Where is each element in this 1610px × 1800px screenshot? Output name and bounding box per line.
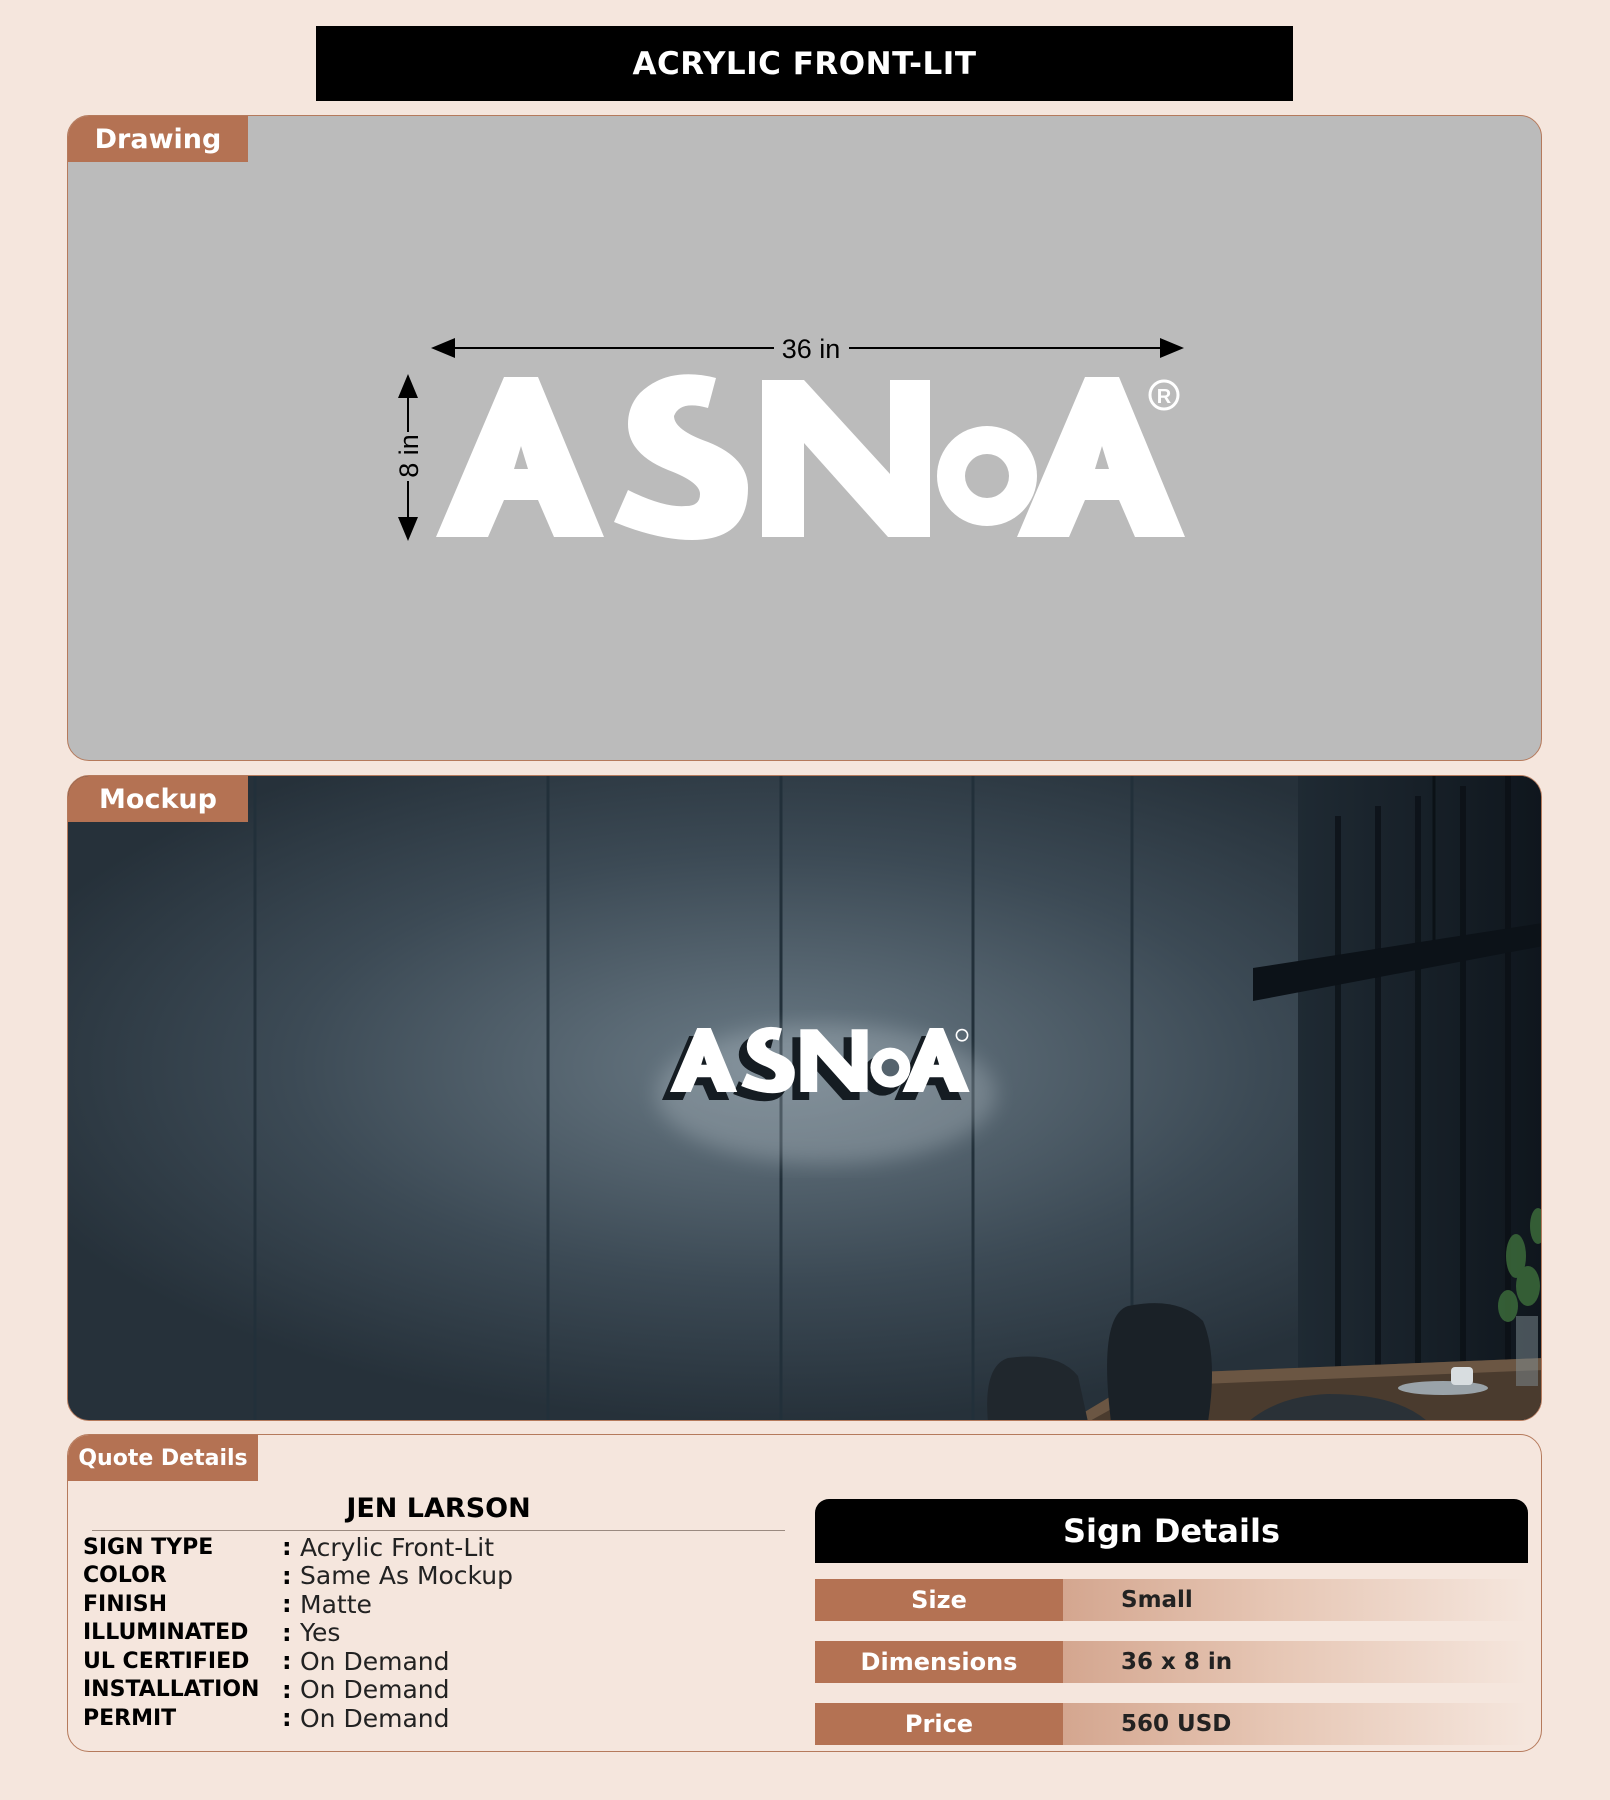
- mockup-panel: [67, 775, 1542, 1421]
- spec-key: SIGN TYPE: [83, 1534, 214, 1560]
- spec-key: UL CERTIFIED: [83, 1648, 250, 1674]
- spec-colon: :: [282, 1533, 292, 1562]
- sign-detail-dimensions: [815, 1641, 1528, 1683]
- sign-detail-price: [815, 1703, 1528, 1745]
- sign-detail-value: Small: [1063, 1579, 1528, 1621]
- spec-row-installation: [83, 1676, 513, 1705]
- spec-row-finish: [83, 1590, 513, 1619]
- height-dimension: [394, 378, 424, 537]
- spec-row-ul-certified: [83, 1647, 513, 1676]
- drawing-canvas: [68, 116, 1542, 761]
- spec-key: FINISH: [83, 1591, 168, 1617]
- quote-details-tab: Quote Details: [68, 1435, 258, 1481]
- width-dimension: [435, 334, 1180, 364]
- spec-value: Matte: [300, 1589, 372, 1619]
- customer-name: JEN LARSON: [92, 1493, 785, 1531]
- mockup-sign: [662, 1027, 970, 1101]
- sign-detail-label: Price: [815, 1703, 1063, 1745]
- spec-colon: :: [282, 1647, 292, 1676]
- sign-detail-size: [815, 1579, 1528, 1621]
- spec-key: INSTALLATION: [83, 1677, 260, 1703]
- width-label: 36 in: [781, 334, 841, 364]
- spec-colon: :: [282, 1675, 292, 1704]
- mockup-scene: [68, 776, 1542, 1421]
- spec-row-sign-type: [83, 1533, 513, 1562]
- spec-row-color: [83, 1562, 513, 1591]
- spec-value: Yes: [300, 1618, 341, 1648]
- svg-text:R: R: [1156, 386, 1172, 408]
- spec-value: On Demand: [300, 1703, 450, 1733]
- spec-colon: :: [282, 1704, 292, 1733]
- page-title: ACRYLIC FRONT-LIT: [316, 26, 1293, 101]
- spec-list: [83, 1533, 513, 1733]
- spec-colon: :: [282, 1618, 292, 1647]
- spec-value: On Demand: [300, 1675, 450, 1705]
- sign-detail-value: 560 USD: [1063, 1703, 1528, 1745]
- asnoa-logo: [436, 374, 1185, 540]
- spec-key: COLOR: [83, 1563, 167, 1589]
- sign-detail-label: Dimensions: [815, 1641, 1063, 1683]
- quote-details-panel: [67, 1434, 1542, 1752]
- height-label: 8 in: [394, 434, 424, 478]
- sign-details-header: Sign Details: [815, 1499, 1528, 1563]
- mockup-tab: Mockup: [68, 776, 248, 822]
- drawing-panel: [67, 115, 1542, 761]
- spec-key: PERMIT: [83, 1705, 177, 1731]
- spec-colon: :: [282, 1561, 292, 1590]
- sign-detail-value: 36 x 8 in: [1063, 1641, 1528, 1683]
- spec-value: On Demand: [300, 1646, 450, 1676]
- sign-detail-label: Size: [815, 1579, 1063, 1621]
- spec-colon: :: [282, 1590, 292, 1619]
- drawing-tab: Drawing: [68, 116, 248, 162]
- spec-row-illuminated: [83, 1619, 513, 1648]
- spec-key: ILLUMINATED: [83, 1620, 249, 1646]
- spec-value: Same As Mockup: [300, 1561, 513, 1591]
- spec-value: Acrylic Front-Lit: [300, 1532, 494, 1562]
- spec-row-permit: [83, 1704, 513, 1733]
